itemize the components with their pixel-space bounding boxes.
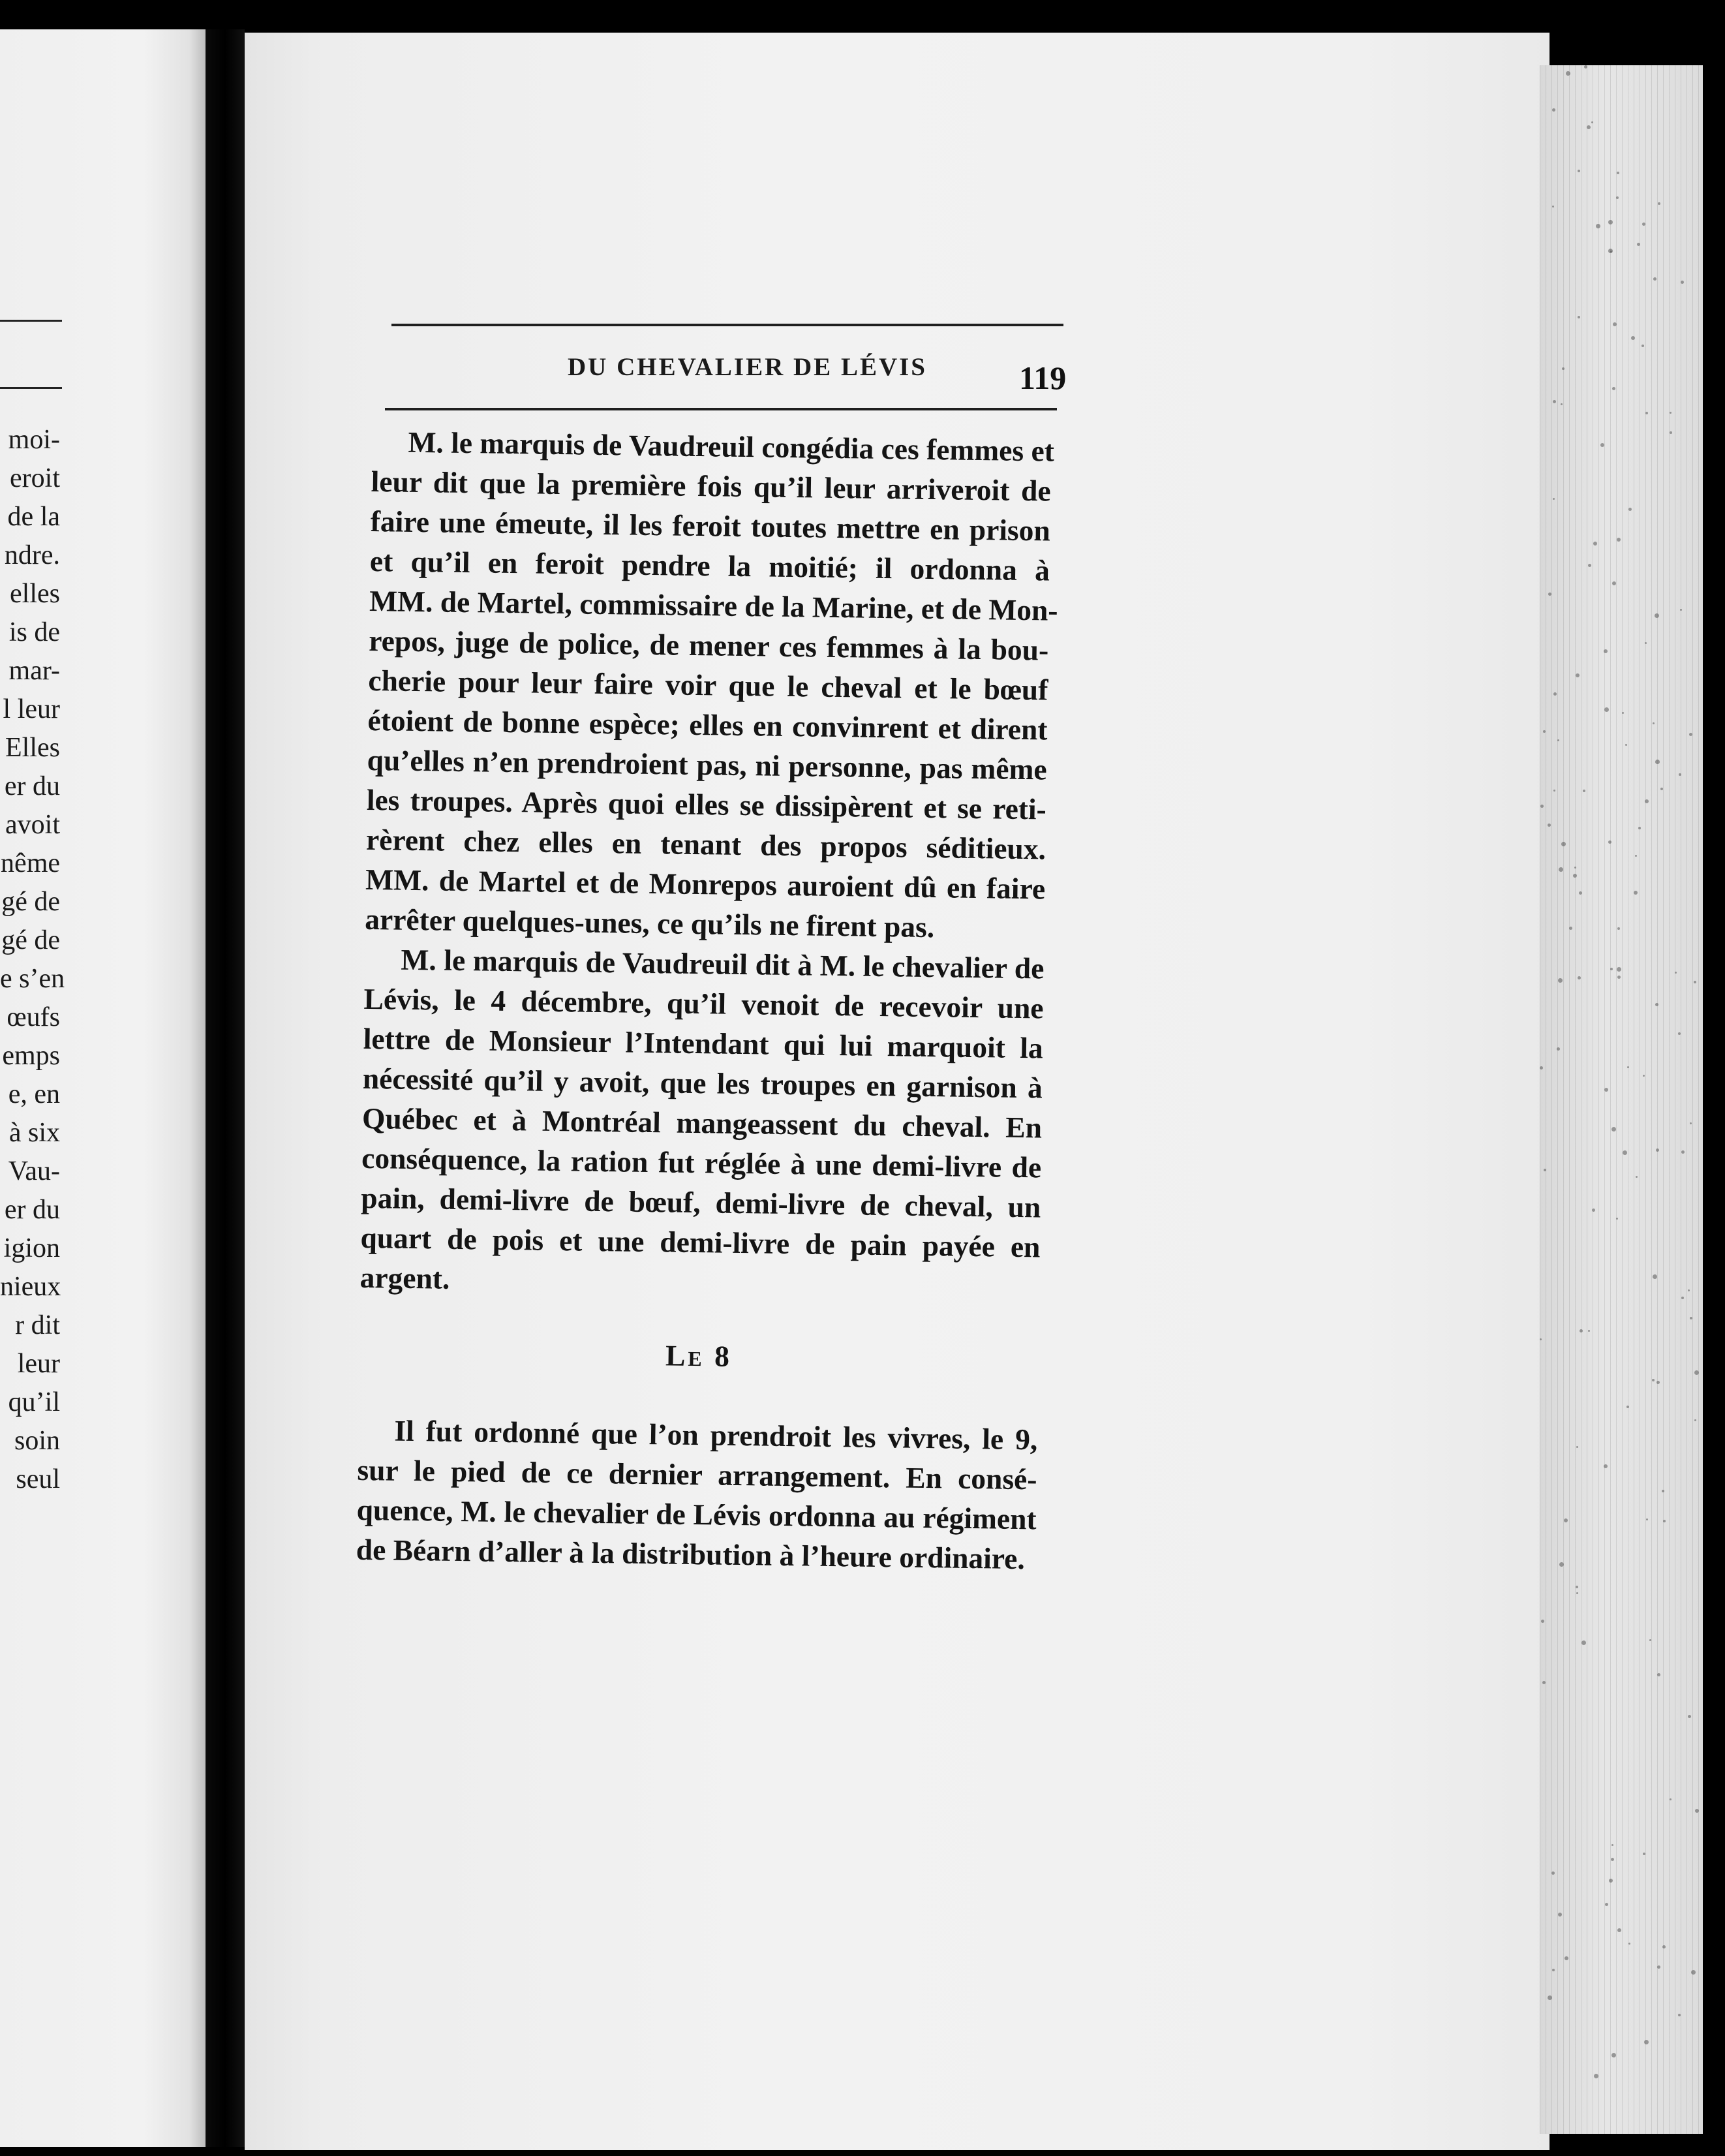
text-line: conséquence, la ration fut réglée à une demi-livre de: [361, 1141, 1042, 1184]
paper-speck: [1544, 1169, 1546, 1171]
paper-speck: [1626, 1406, 1629, 1408]
paper-speck: [1611, 1844, 1613, 1846]
paper-speck: [1649, 1639, 1651, 1641]
paper-speck: [1562, 367, 1565, 370]
text-line: quence, M. le chevalier de Lévis ordonna au régiment: [356, 1492, 1037, 1536]
paper-speck: [1653, 277, 1656, 281]
left-page-line-fragment: Vau-: [8, 1156, 60, 1186]
paper-speck: [1578, 170, 1580, 172]
paper-speck: [1634, 891, 1638, 895]
paper-speck: [1681, 281, 1684, 284]
left-page-line-fragment: Elles: [5, 733, 60, 763]
paper-speck: [1662, 1945, 1666, 1948]
paper-speck: [1548, 1995, 1552, 2000]
paper-speck: [1691, 1970, 1696, 1975]
paper-speck: [1628, 1943, 1630, 1945]
paper-speck: [1553, 692, 1557, 696]
paper-speck: [1613, 322, 1617, 326]
paper-speck: [1611, 1858, 1614, 1861]
paper-speck: [1605, 1903, 1608, 1906]
paper-speck: [1540, 1338, 1542, 1340]
text-line: MM. de Martel et de Monrepos auroient dû en faire: [365, 862, 1046, 906]
paper-speck: [1557, 1047, 1560, 1051]
left-page-line-fragment: nême: [1, 848, 60, 878]
paper-speck: [1694, 1419, 1696, 1421]
paper-speck: [1552, 206, 1554, 208]
paper-speck: [1592, 1209, 1595, 1212]
paper-speck: [1617, 967, 1621, 972]
paper-speck: [1573, 874, 1577, 878]
paper-speck: [1617, 172, 1619, 174]
page-body: [356, 422, 1058, 1578]
paper-speck: [1579, 891, 1582, 895]
paper-speck: [1628, 508, 1632, 511]
paper-speck: [1553, 400, 1556, 403]
paper-speck: [1540, 805, 1544, 808]
paper-speck: [1608, 220, 1613, 224]
left-page-line-fragment: qu’il: [8, 1387, 60, 1417]
paper-speck: [1591, 121, 1593, 123]
paper-speck: [1678, 1032, 1681, 1035]
paper-speck: [1608, 840, 1611, 844]
paper-speck: [1604, 707, 1609, 712]
paper-speck: [1596, 224, 1600, 228]
paper-speck: [1543, 730, 1546, 733]
paper-speck: [1660, 788, 1663, 790]
paper-speck: [1655, 760, 1660, 764]
paper-speck: [1623, 1150, 1627, 1155]
paper-speck: [1641, 345, 1644, 347]
paper-speck: [1576, 1586, 1578, 1588]
paper-speck: [1612, 581, 1616, 585]
paper-speck: [1695, 1809, 1699, 1813]
paper-speck: [1645, 799, 1649, 803]
text-line: les troupes. Après quoi elles se dissipèrent et se reti-: [366, 782, 1047, 826]
left-page-line-fragment: ndre.: [4, 540, 60, 570]
paper-speck: [1576, 1592, 1578, 1594]
paper-speck: [1646, 1518, 1648, 1520]
left-page-line-fragment: e s’en: [0, 964, 65, 994]
paper-speck: [1655, 613, 1659, 618]
paper-speck: [1643, 1075, 1645, 1077]
paper-speck: [1558, 1913, 1562, 1917]
paper-speck: [1656, 1148, 1659, 1152]
paper-speck: [1604, 1088, 1608, 1092]
text-line: M. le marquis de Vaudreuil dit à M. le chevalier de: [401, 942, 1045, 985]
paper-speck: [1617, 927, 1620, 930]
paper-speck: [1552, 108, 1555, 112]
paper-speck: [1689, 733, 1692, 736]
text-line: repos, juge de police, de mener ces femmes à la bou-: [368, 623, 1049, 667]
paper-speck: [1593, 542, 1597, 546]
paper-speck: [1565, 1956, 1568, 1960]
paper-speck: [1644, 2040, 1649, 2044]
text-line: pain, demi-livre de bœuf, demi-livre de cheval, un: [361, 1180, 1041, 1224]
paper-speck: [1679, 773, 1681, 776]
left-page-line-fragment: elles: [10, 579, 60, 609]
paragraph-1: [364, 422, 1058, 948]
text-line: étoient de bonne espèce; elles en convinrent et dirent: [367, 703, 1048, 747]
paper-speck: [1694, 981, 1696, 983]
left-page-line-fragment: emps: [2, 1041, 60, 1071]
paper-speck: [1635, 855, 1637, 857]
left-page-line-fragment: er du: [4, 1195, 60, 1225]
paper-speck: [1670, 412, 1672, 414]
paper-speck: [1616, 1218, 1618, 1220]
left-page-line-fragment: r dit: [15, 1310, 60, 1340]
text-line: nécessité qu’il y avoit, que les troupes en garnison à: [362, 1061, 1043, 1105]
left-page-line-fragment: gé de: [1, 925, 60, 955]
paper-speck: [1551, 1871, 1555, 1875]
paper-speck: [1558, 978, 1563, 983]
left-facing-page: [0, 29, 206, 2147]
left-page-line-fragment: l leur: [3, 694, 60, 724]
paper-speck: [1583, 790, 1585, 792]
paper-speck: [1604, 649, 1608, 653]
paper-speck: [1566, 71, 1570, 76]
left-page-line-fragment: e, en: [8, 1079, 60, 1109]
text-line: Lévis, le 4 décembre, qu’il venoit de recevoir une: [363, 981, 1044, 1025]
text-line: leur dit que la première fois qu’il leur arriveroit de: [371, 464, 1051, 508]
paper-speck: [1611, 1127, 1616, 1132]
paper-speck: [1552, 1969, 1555, 1971]
text-line: rèrent chez elles en tenant des propos séditieux.: [365, 822, 1046, 866]
text-line: sur le pied de ce dernier arrangement. En consé-: [357, 1453, 1037, 1496]
header-bottom-rule: [385, 408, 1057, 410]
text-line: lettre de Monsieur l’Intendant qui lui marquoit la: [363, 1021, 1044, 1065]
paper-speck: [1578, 316, 1580, 318]
left-page-line-fragment: soin: [14, 1426, 60, 1456]
paper-speck: [1559, 1562, 1564, 1567]
paper-speck: [1611, 2053, 1616, 2057]
paper-speck: [1569, 927, 1572, 930]
paper-speck: [1580, 1329, 1583, 1332]
paper-speck: [1658, 202, 1660, 205]
left-page-line-fragment: mar-: [8, 656, 60, 686]
header-top-rule: [391, 324, 1063, 326]
paper-speck: [1636, 1176, 1638, 1178]
paper-speck: [1612, 387, 1615, 390]
paper-speck: [1561, 842, 1566, 846]
paper-speck: [1617, 1928, 1621, 1932]
paper-speck: [1564, 1518, 1568, 1522]
paper-speck: [1637, 243, 1640, 246]
paper-speck: [1622, 712, 1624, 714]
text-line: de Béarn d’aller à la distribution à l’heure ordinaire.: [356, 1532, 1026, 1576]
paper-speck: [1548, 593, 1551, 596]
left-page-rule-top: [0, 320, 62, 322]
left-page-line-fragment: is de: [8, 617, 60, 647]
paper-speck: [1625, 744, 1627, 746]
text-line: M. le marquis de Vaudreuil congédia ces femmes et: [408, 425, 1055, 468]
paper-speck: [1653, 722, 1655, 724]
left-page-line-fragment: à six: [8, 1118, 60, 1148]
paper-speck: [1656, 1381, 1660, 1384]
left-page-line-fragment: er du: [4, 771, 60, 801]
page-number: 119: [1019, 360, 1067, 396]
left-page-line-fragment: avoit: [5, 810, 60, 840]
paper-speck: [1559, 867, 1563, 872]
paper-speck: [1670, 431, 1672, 434]
paper-speck: [1638, 827, 1641, 829]
paragraph-3: [356, 1410, 1037, 1579]
paper-speck: [1645, 642, 1647, 644]
paper-speck: [1557, 739, 1559, 741]
left-page-rule-bottom: [0, 387, 62, 389]
left-page-text-fragments: [0, 421, 65, 1499]
left-page-line-fragment: moi-: [8, 425, 60, 455]
paragraph-2: [359, 939, 1045, 1306]
paper-speck: [1652, 1379, 1655, 1381]
text-line: quart de pois et une demi-livre de pain payée en: [360, 1220, 1041, 1264]
paper-speck: [1594, 2074, 1598, 2078]
paper-speck: [1617, 538, 1621, 542]
paper-speck: [1588, 1330, 1590, 1332]
paper-speck: [1657, 1673, 1660, 1676]
text-line: arrêter quelques-unes, ce qu’ils ne firent pas.: [364, 902, 935, 944]
paper-speck: [1690, 1317, 1692, 1319]
paper-speck: [1600, 443, 1604, 447]
paper-speck: [1627, 1066, 1629, 1068]
left-page-line-fragment: œufs: [7, 1002, 60, 1032]
text-line: cherie pour leur faire voir que le cheval et le bœuf: [368, 663, 1048, 707]
text-line: Québec et à Montréal mangeassent du cheval. En: [361, 1101, 1043, 1145]
paper-speck: [1548, 824, 1551, 827]
running-head: DU CHEVALIER DE LÉVIS: [568, 353, 927, 381]
left-page-line-fragment: de la: [7, 502, 60, 532]
paper-speck: [1584, 65, 1587, 69]
paper-speck: [1617, 976, 1621, 979]
paper-speck: [1653, 1274, 1657, 1279]
paper-speck: [1542, 1681, 1546, 1684]
left-page-line-fragment: nieux: [0, 1272, 61, 1302]
text-line: et qu’il en feroit pendre la moitié; il ordonna à: [369, 544, 1050, 587]
paper-speck: [1581, 1640, 1586, 1645]
paper-speck: [1675, 972, 1677, 974]
text-line: Il fut ordonné que l’on prendroit les vivres, le 9,: [394, 1413, 1038, 1456]
paper-speck: [1688, 1715, 1691, 1718]
paper-speck: [1670, 1798, 1672, 1800]
section-heading: Le 8: [665, 1338, 733, 1373]
paper-speck: [1609, 1879, 1613, 1883]
paper-speck: [1587, 125, 1591, 129]
paper-speck: [1561, 403, 1563, 405]
text-line: MM. de Martel, commissaire de la Marine, et de Mon-: [369, 583, 1058, 627]
paper-speck: [1574, 867, 1576, 869]
paper-speck: [1553, 498, 1555, 500]
paper-speck: [1540, 1066, 1543, 1070]
page-edges: [1540, 65, 1703, 2134]
paper-speck: [1588, 564, 1591, 567]
paper-speck: [1645, 412, 1648, 414]
paper-speck: [1608, 249, 1613, 253]
paper-speck: [1657, 1965, 1660, 1969]
paper-speck: [1631, 336, 1635, 340]
text-line: faire une émeute, il les feroit toutes mettre en prison: [370, 504, 1051, 547]
left-page-line-fragment: eroit: [10, 463, 60, 493]
paper-speck: [1576, 1446, 1578, 1448]
paper-speck: [1642, 223, 1645, 226]
text-line: argent.: [359, 1260, 450, 1295]
paper-speck: [1616, 196, 1619, 199]
paper-speck: [1681, 1297, 1684, 1299]
paper-speck: [1681, 1150, 1685, 1154]
paper-speck: [1578, 976, 1581, 979]
paper-speck: [1576, 673, 1580, 677]
left-page-line-fragment: gé de: [1, 887, 60, 917]
paper-speck: [1694, 1370, 1699, 1375]
paper-speck: [1655, 1003, 1658, 1006]
paper-speck: [1663, 1520, 1666, 1522]
paper-speck: [1610, 968, 1613, 970]
paper-speck: [1541, 1620, 1544, 1623]
paper-speck: [1604, 1464, 1608, 1468]
paper-speck: [1662, 1490, 1664, 1492]
text-line: qu’elles n’en prendroient pas, ni personne, pas même: [367, 743, 1048, 786]
paper-speck: [1680, 609, 1682, 611]
left-page-line-fragment: leur: [17, 1349, 60, 1379]
book-gutter: [206, 29, 245, 2147]
paper-speck: [1678, 2014, 1681, 2016]
paper-speck: [1553, 790, 1555, 792]
left-page-line-fragment: seul: [16, 1464, 60, 1494]
paper-speck: [1688, 1289, 1690, 1291]
paper-speck: [1690, 1122, 1692, 1124]
paper-speck: [1643, 1853, 1645, 1855]
left-page-line-fragment: igion: [3, 1233, 60, 1263]
